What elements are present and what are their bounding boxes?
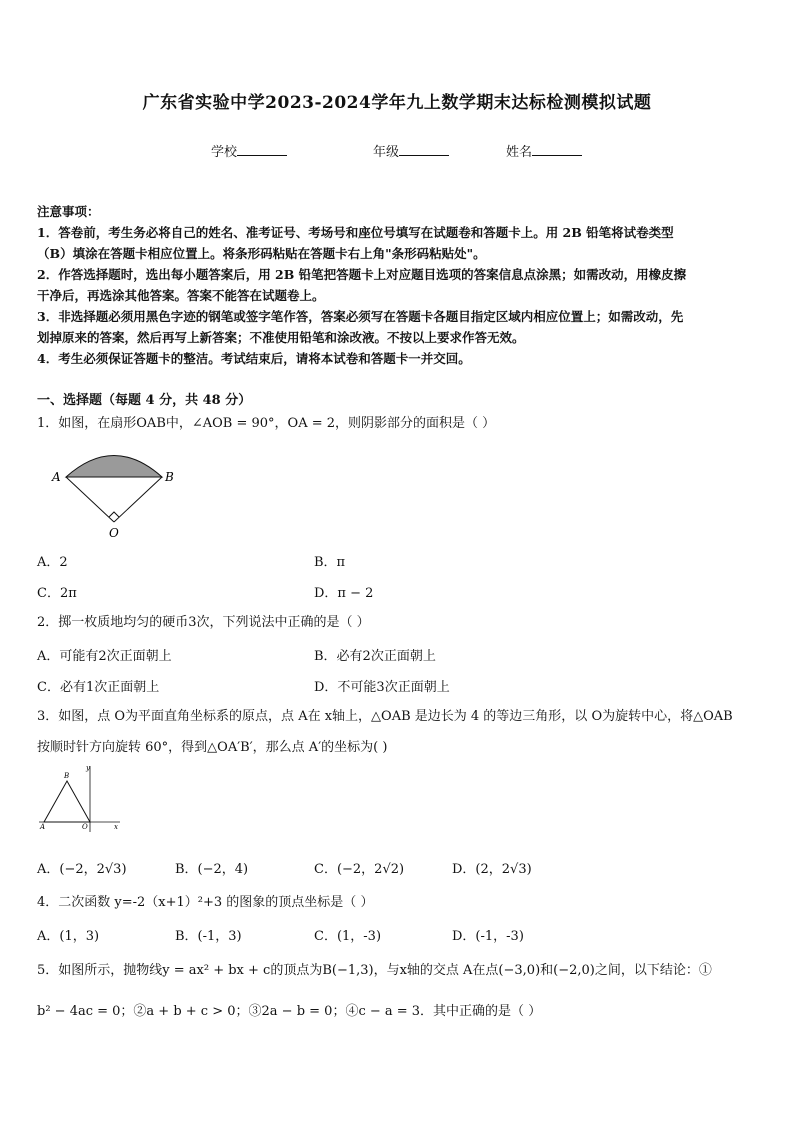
notice-line: 2．作答选择题时，选出每小题答案后，用 2B 铅笔把答题卡上对应题目选项的答案信息点涂黑；如需改动，用橡皮擦 [37, 267, 687, 282]
section-heading: 一、选择题（每题 4 分，共 48 分） [37, 393, 252, 408]
q2-stem: 2．掷一枚质地均匀的硬币3次，下列说法中正确的是（ ） [37, 615, 370, 630]
notice-block [37, 201, 759, 369]
notice-line: （B）填涂在答题卡相应位置上。将条形码粘贴在答题卡右上角"条形码粘贴处"。 [37, 246, 486, 261]
q1-stem: 1．如图，在扇形OAB中，∠AOB = 90°，OA = 2，则阴影部分的面积是（ ） [37, 416, 496, 431]
notice-line: 划掉原来的答案，然后再写上新答案；不准使用铅笔和涂改液。不按以上要求作答无效。 [37, 330, 525, 345]
q1-label-o: O [109, 526, 119, 540]
name-label: 姓名 [506, 145, 533, 160]
q5-stem-line2: b² − 4ac = 0；②a + b + c > 0；③2a − b = 0；④c − a = 3．其中正确的是（ ） [37, 1004, 542, 1019]
school-field [211, 141, 287, 160]
q1-label-b: B [165, 470, 174, 484]
q4-option-d[interactable]: D．(-1，-3) [452, 929, 524, 944]
school-blank [237, 143, 287, 156]
q3-option-a[interactable]: A．(−2，2√3) [37, 862, 127, 877]
q3-triangle-figure [36, 762, 126, 834]
name-field [506, 141, 582, 160]
q2-option-a[interactable]: A．可能有2次正面朝上 [37, 649, 172, 664]
q3-label-a: A [40, 823, 46, 831]
q4-stem: 4．二次函数 y=-2（x+1）²+3 的图象的顶点坐标是（ ） [37, 895, 374, 910]
q3-stem-line2: 按顺时针方向旋转 60°，得到△OA′B′，那么点 A′的坐标为( ) [37, 740, 388, 755]
grade-blank [399, 143, 449, 156]
q1-option-b[interactable]: B．π [314, 555, 346, 570]
q4-option-c[interactable]: C．(1，-3) [314, 929, 382, 944]
q3-label-o: O [82, 823, 88, 831]
q1-shaded-segment [66, 456, 162, 478]
notice-heading: 注意事项： [37, 204, 100, 219]
q1-sector-figure [44, 448, 184, 540]
q3-stem-line1: 3．如图，点 O为平面直角坐标系的原点，点 A在 x轴上，△OAB 是边长为 4 的等边三角形，以 O为旋转中心，将△OAB [37, 709, 733, 724]
grade-label: 年级 [373, 145, 400, 160]
name-blank [532, 143, 582, 156]
q2-option-b[interactable]: B．必有2次正面朝上 [314, 649, 436, 664]
q2-option-d[interactable]: D．不可能3次正面朝上 [314, 680, 450, 695]
q3-option-c[interactable]: C．(−2，2√2) [314, 862, 405, 877]
q4-option-a[interactable]: A．(1，3) [37, 929, 100, 944]
q3-label-y: y [86, 764, 90, 772]
school-label: 学校 [211, 145, 238, 160]
notice-line: 干净后，再选涂其他答案。答案不能答在试题卷上。 [37, 288, 325, 303]
q1-right-angle-mark [109, 512, 119, 517]
q1-radius-ob [114, 477, 162, 522]
q1-option-a[interactable]: A．2 [37, 555, 68, 570]
q3-triangle-oab [44, 781, 90, 822]
q1-radius-oa [66, 477, 114, 522]
q1-label-a: A [52, 470, 61, 484]
q5-stem-line1: 5．如图所示，抛物线y = ax² + bx + c的顶点为B(−1,3)，与x轴的交点 A在点(−3,0)和(−2,0)之间，以下结论：① [37, 963, 712, 978]
notice-line: 1．答卷前，考生务必将自己的姓名、准考证号、考场号和座位号填写在试题卷和答题卡上。用 2B 铅笔将试卷类型 [37, 225, 674, 240]
grade-field [373, 141, 449, 160]
notice-line: 4．考生必须保证答题卡的整洁。考试结束后，请将本试卷和答题卡一并交回。 [37, 351, 471, 366]
q3-option-b[interactable]: B．(−2，4) [175, 862, 249, 877]
q1-option-d[interactable]: D．π − 2 [314, 586, 374, 601]
q3-option-d[interactable]: D．(2，2√3) [452, 862, 532, 877]
q1-option-c[interactable]: C．2π [37, 586, 77, 601]
q3-label-x: x [114, 823, 118, 831]
q3-label-b: B [64, 772, 70, 780]
q2-option-c[interactable]: C．必有1次正面朝上 [37, 680, 160, 695]
notice-line: 3．非选择题必须用黑色字迹的钢笔或签字笔作答，答案必须写在答题卡各题目指定区域内相应位置上；如需改动，先 [37, 309, 684, 324]
page-title: 广东省实验中学2023-2024学年九上数学期末达标检测模拟试题 [142, 93, 652, 113]
q4-option-b[interactable]: B．(-1，3) [175, 929, 242, 944]
